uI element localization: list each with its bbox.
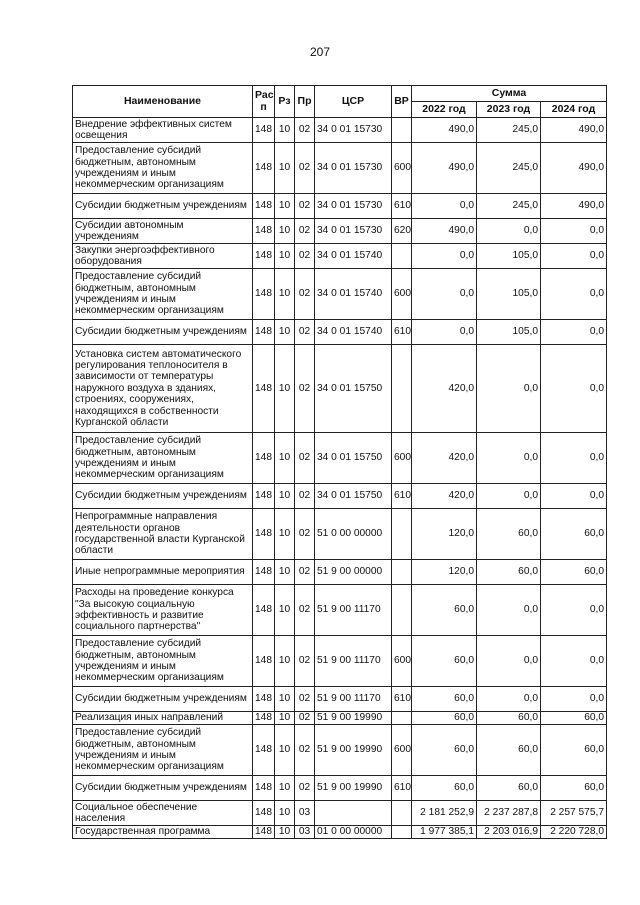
table-row: [73, 509, 607, 560]
cell-y2023: 105,0: [477, 269, 541, 320]
cell-pr: 02: [295, 118, 315, 143]
cell-csr: 51 9 00 19990: [315, 725, 392, 776]
cell-pr: 02: [295, 433, 315, 484]
cell-y2022: 60,0: [412, 725, 477, 776]
cell-name: Установка систем автоматического регулирования теплоносителя в зависимости от температуры наружного воздуха в зданиях, строениях, сооружениях, находящихся в собственности Курганской области: [73, 345, 253, 433]
cell-csr: 34 0 01 15750: [315, 345, 392, 433]
table-row: [73, 143, 607, 194]
cell-y2022: 490,0: [412, 143, 477, 194]
cell-ras: 148: [253, 433, 275, 484]
table-row: [73, 320, 607, 345]
header-2023: 2023 год: [477, 102, 541, 118]
cell-rz: 10: [275, 143, 295, 194]
cell-pr: 02: [295, 143, 315, 194]
cell-y2023: 105,0: [477, 244, 541, 269]
cell-y2022: 60,0: [412, 776, 477, 801]
header-rz: Рз: [275, 86, 295, 118]
cell-name: Субсидии бюджетным учреждениям: [73, 484, 253, 509]
cell-pr: 02: [295, 560, 315, 585]
cell-vr: 610: [392, 484, 412, 509]
cell-vr: 620: [392, 219, 412, 244]
cell-y2024: 0,0: [541, 585, 607, 636]
cell-y2022: 420,0: [412, 484, 477, 509]
header-ras: Рас п: [253, 86, 275, 118]
cell-vr: [392, 712, 412, 725]
cell-y2022: 120,0: [412, 509, 477, 560]
cell-y2024: 2 220 728,0: [541, 826, 607, 839]
cell-name: Социальное обеспечение населения: [73, 801, 253, 826]
cell-y2023: 60,0: [477, 560, 541, 585]
table-row: [73, 776, 607, 801]
cell-pr: 02: [295, 687, 315, 712]
cell-csr: 51 9 00 11170: [315, 687, 392, 712]
cell-vr: 600: [392, 725, 412, 776]
cell-y2023: 245,0: [477, 194, 541, 219]
cell-vr: [392, 244, 412, 269]
cell-pr: 02: [295, 636, 315, 687]
cell-csr: 34 0 01 15740: [315, 244, 392, 269]
cell-ras: 148: [253, 826, 275, 839]
cell-y2023: 0,0: [477, 636, 541, 687]
cell-name: Иные непрограммные мероприятия: [73, 560, 253, 585]
cell-name: Субсидии автономным учреждениям: [73, 219, 253, 244]
cell-rz: 10: [275, 725, 295, 776]
page-number: 207: [309, 45, 331, 59]
table-row: [73, 244, 607, 269]
cell-name: Непрограммные направления деятельности органов государственной власти Курганской области: [73, 509, 253, 560]
header-2024: 2024 год: [541, 102, 607, 118]
cell-rz: 10: [275, 636, 295, 687]
cell-vr: [392, 560, 412, 585]
cell-vr: [392, 509, 412, 560]
cell-y2024: 490,0: [541, 143, 607, 194]
cell-y2024: 0,0: [541, 345, 607, 433]
table-row: [73, 725, 607, 776]
cell-ras: 148: [253, 712, 275, 725]
cell-vr: 610: [392, 776, 412, 801]
cell-rz: 10: [275, 118, 295, 143]
cell-pr: 02: [295, 320, 315, 345]
cell-pr: 02: [295, 345, 315, 433]
cell-rz: 10: [275, 269, 295, 320]
cell-y2024: 0,0: [541, 320, 607, 345]
cell-rz: 10: [275, 320, 295, 345]
cell-csr: 51 9 00 11170: [315, 585, 392, 636]
cell-csr: 34 0 01 15740: [315, 320, 392, 345]
cell-y2023: 0,0: [477, 433, 541, 484]
cell-ras: 148: [253, 636, 275, 687]
cell-csr: 34 0 01 15730: [315, 118, 392, 143]
cell-rz: 10: [275, 345, 295, 433]
cell-y2023: 2 237 287,8: [477, 801, 541, 826]
cell-name: Предоставление субсидий бюджетным, автономным учреждениям и иным некоммерческим организациям: [73, 725, 253, 776]
cell-vr: 610: [392, 687, 412, 712]
cell-y2024: 60,0: [541, 560, 607, 585]
cell-y2022: 0,0: [412, 320, 477, 345]
cell-csr: 34 0 01 15750: [315, 484, 392, 509]
cell-ras: 148: [253, 484, 275, 509]
cell-y2022: 490,0: [412, 219, 477, 244]
header-vr: ВР: [392, 86, 412, 118]
header-pr: Пр: [295, 86, 315, 118]
cell-rz: 10: [275, 687, 295, 712]
table-row: [73, 219, 607, 244]
cell-pr: 02: [295, 194, 315, 219]
cell-y2024: 60,0: [541, 725, 607, 776]
cell-rz: 10: [275, 776, 295, 801]
cell-y2023: 0,0: [477, 219, 541, 244]
cell-y2022: 490,0: [412, 118, 477, 143]
cell-vr: 600: [392, 269, 412, 320]
cell-y2024: 60,0: [541, 509, 607, 560]
cell-ras: 148: [253, 776, 275, 801]
cell-rz: 10: [275, 712, 295, 725]
cell-y2024: 0,0: [541, 244, 607, 269]
cell-vr: [392, 801, 412, 826]
cell-y2023: 105,0: [477, 320, 541, 345]
cell-y2023: 0,0: [477, 585, 541, 636]
cell-csr: 34 0 01 15730: [315, 194, 392, 219]
table-row: [73, 345, 607, 433]
cell-rz: 10: [275, 433, 295, 484]
cell-pr: 03: [295, 826, 315, 839]
cell-y2024: 490,0: [541, 194, 607, 219]
cell-rz: 10: [275, 484, 295, 509]
cell-y2024: 490,0: [541, 118, 607, 143]
table-row: [73, 484, 607, 509]
header-sum: Сумма: [412, 86, 607, 102]
table-row: [73, 118, 607, 143]
cell-ras: 148: [253, 801, 275, 826]
cell-csr: 01 0 00 00000: [315, 826, 392, 839]
cell-name: Предоставление субсидий бюджетным, автономным учреждениям и иным некоммерческим организациям: [73, 269, 253, 320]
cell-y2023: 60,0: [477, 509, 541, 560]
cell-rz: 10: [275, 801, 295, 826]
cell-ras: 148: [253, 560, 275, 585]
cell-rz: 10: [275, 826, 295, 839]
cell-y2022: 0,0: [412, 269, 477, 320]
cell-vr: [392, 345, 412, 433]
cell-y2022: 420,0: [412, 345, 477, 433]
cell-pr: 02: [295, 585, 315, 636]
table-row: [73, 687, 607, 712]
cell-csr: [315, 801, 392, 826]
cell-name: Государственная программа: [73, 826, 253, 839]
cell-name: Субсидии бюджетным учреждениям: [73, 320, 253, 345]
cell-pr: 02: [295, 219, 315, 244]
cell-pr: 02: [295, 269, 315, 320]
cell-name: Внедрение эффективных систем освещения: [73, 118, 253, 143]
cell-pr: 02: [295, 776, 315, 801]
cell-vr: [392, 585, 412, 636]
table-row: [73, 712, 607, 725]
cell-name: Реализация иных направлений: [73, 712, 253, 725]
cell-name: Субсидии бюджетным учреждениям: [73, 776, 253, 801]
header-name: Наименование: [73, 86, 253, 118]
cell-name: Предоставление субсидий бюджетным, автономным учреждениям и иным некоммерческим организациям: [73, 433, 253, 484]
cell-csr: 51 9 00 19990: [315, 712, 392, 725]
table-row: [73, 433, 607, 484]
cell-y2023: 60,0: [477, 725, 541, 776]
cell-y2024: 60,0: [541, 712, 607, 725]
table-row: [73, 560, 607, 585]
cell-y2024: 0,0: [541, 269, 607, 320]
cell-y2024: 0,0: [541, 484, 607, 509]
cell-y2022: 0,0: [412, 194, 477, 219]
cell-vr: 600: [392, 433, 412, 484]
cell-y2024: 2 257 575,7: [541, 801, 607, 826]
cell-ras: 148: [253, 585, 275, 636]
table-row: [73, 194, 607, 219]
cell-name: Субсидии бюджетным учреждениям: [73, 194, 253, 219]
cell-y2024: 0,0: [541, 687, 607, 712]
cell-y2024: 0,0: [541, 219, 607, 244]
cell-rz: 10: [275, 509, 295, 560]
table-row: [73, 826, 607, 839]
cell-vr: 600: [392, 636, 412, 687]
cell-csr: 34 0 01 15750: [315, 433, 392, 484]
table-row: [73, 585, 607, 636]
cell-ras: 148: [253, 687, 275, 712]
budget-table: [72, 85, 607, 839]
cell-y2022: 60,0: [412, 585, 477, 636]
cell-ras: 148: [253, 320, 275, 345]
cell-rz: 10: [275, 585, 295, 636]
table-row: [73, 269, 607, 320]
cell-vr: 610: [392, 320, 412, 345]
cell-ras: 148: [253, 219, 275, 244]
cell-y2022: 1 977 385,1: [412, 826, 477, 839]
cell-rz: 10: [275, 244, 295, 269]
cell-rz: 10: [275, 560, 295, 585]
cell-y2022: 120,0: [412, 560, 477, 585]
table-row: [73, 636, 607, 687]
cell-ras: 148: [253, 269, 275, 320]
cell-ras: 148: [253, 244, 275, 269]
cell-y2023: 245,0: [477, 118, 541, 143]
cell-y2024: 0,0: [541, 433, 607, 484]
cell-vr: 600: [392, 143, 412, 194]
header-csr: ЦСР: [315, 86, 392, 118]
cell-csr: 34 0 01 15730: [315, 219, 392, 244]
table-row: [73, 801, 607, 826]
cell-name: Расходы на проведение конкурса "За высокую социальную эффективность и развитие социального партнерства": [73, 585, 253, 636]
cell-pr: 02: [295, 509, 315, 560]
cell-vr: [392, 826, 412, 839]
cell-ras: 148: [253, 345, 275, 433]
cell-y2022: 2 181 252,9: [412, 801, 477, 826]
cell-y2022: 60,0: [412, 687, 477, 712]
cell-y2024: 0,0: [541, 636, 607, 687]
cell-y2023: 60,0: [477, 776, 541, 801]
cell-ras: 148: [253, 118, 275, 143]
cell-pr: 02: [295, 244, 315, 269]
table-body: [73, 118, 607, 839]
cell-vr: [392, 118, 412, 143]
cell-pr: 02: [295, 712, 315, 725]
cell-csr: 51 9 00 11170: [315, 636, 392, 687]
cell-csr: 51 0 00 00000: [315, 509, 392, 560]
cell-name: Закупки энергоэффективного оборудования: [73, 244, 253, 269]
cell-y2024: 60,0: [541, 776, 607, 801]
cell-ras: 148: [253, 509, 275, 560]
cell-y2022: 60,0: [412, 712, 477, 725]
cell-rz: 10: [275, 194, 295, 219]
cell-y2023: 0,0: [477, 345, 541, 433]
cell-y2023: 60,0: [477, 712, 541, 725]
cell-y2023: 2 203 016,9: [477, 826, 541, 839]
cell-pr: 02: [295, 725, 315, 776]
cell-vr: 610: [392, 194, 412, 219]
cell-y2023: 245,0: [477, 143, 541, 194]
cell-name: Субсидии бюджетным учреждениям: [73, 687, 253, 712]
cell-pr: 03: [295, 801, 315, 826]
cell-csr: 51 9 00 19990: [315, 776, 392, 801]
cell-name: Предоставление субсидий бюджетным, автономным учреждениям и иным некоммерческим организациям: [73, 636, 253, 687]
cell-y2022: 60,0: [412, 636, 477, 687]
cell-y2022: 420,0: [412, 433, 477, 484]
cell-csr: 34 0 01 15740: [315, 269, 392, 320]
cell-rz: 10: [275, 219, 295, 244]
cell-y2023: 0,0: [477, 484, 541, 509]
cell-csr: 51 9 00 00000: [315, 560, 392, 585]
cell-pr: 02: [295, 484, 315, 509]
cell-ras: 148: [253, 143, 275, 194]
cell-ras: 148: [253, 194, 275, 219]
cell-y2022: 0,0: [412, 244, 477, 269]
cell-csr: 34 0 01 15730: [315, 143, 392, 194]
cell-name: Предоставление субсидий бюджетным, автономным учреждениям и иным некоммерческим организациям: [73, 143, 253, 194]
cell-ras: 148: [253, 725, 275, 776]
cell-y2023: 0,0: [477, 687, 541, 712]
header-2022: 2022 год: [412, 102, 477, 118]
